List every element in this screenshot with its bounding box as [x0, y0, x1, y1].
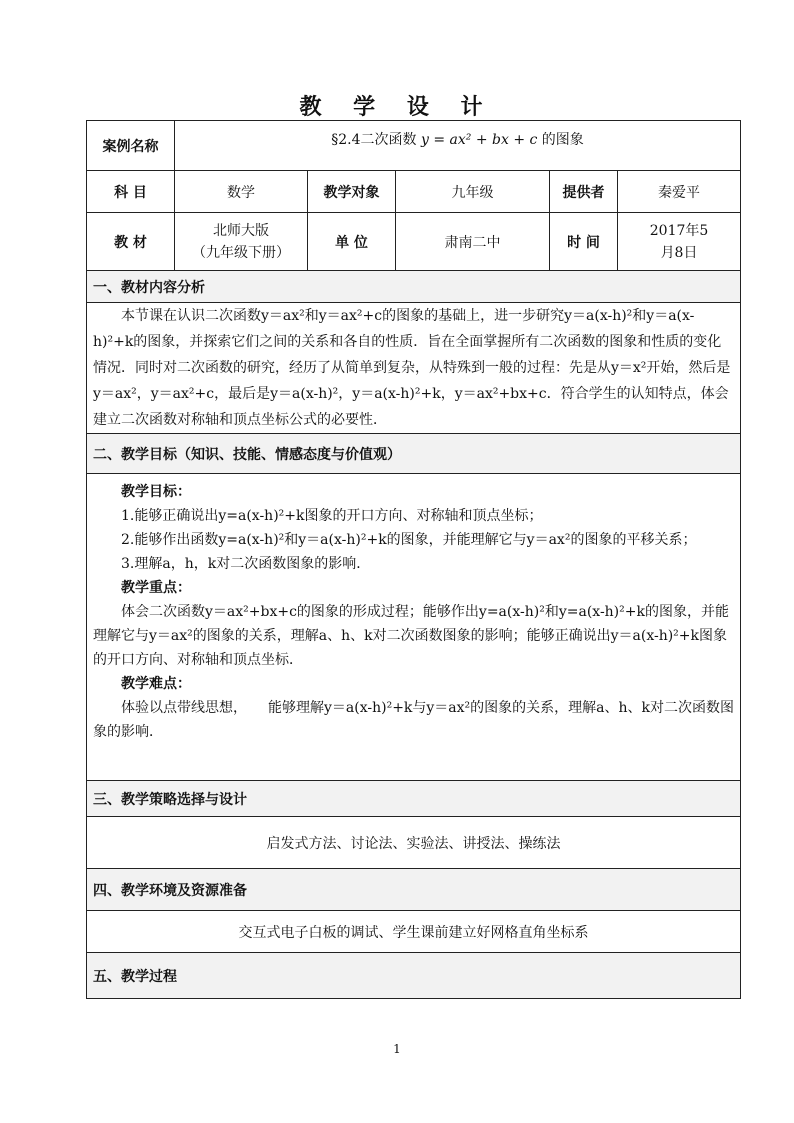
time-value-line1: 2017年5	[649, 222, 709, 239]
textbook-value	[175, 213, 308, 271]
section2-body	[87, 474, 741, 781]
difficulties-heading: 教学难点：	[121, 676, 191, 692]
section4-text: 交互式电子白板的调试、学生课前建立好网格直角坐标系	[87, 911, 741, 953]
key-points-text: 体会二次函数y＝ax²+bx+c的图象的形成过程；能够作出y=a(x-h)²和y=a(x-h)²+k的图象，并能理解它与y＝ax²的图象的关系，理解a、h、k对二次函数图象的影响；能够正确说出y＝a(x-h)²+k图象的开口方向、对称轴和顶点坐标．	[93, 604, 729, 668]
case-name-row	[87, 121, 741, 171]
section4-body-row	[87, 911, 741, 953]
audience-label: 教学对象	[308, 171, 396, 213]
unit-value: 肃南二中	[396, 213, 550, 271]
case-name-suffix: 的图象	[541, 132, 584, 148]
goal-3: 3.理解a，h，k对二次函数图象的影响．	[121, 556, 371, 572]
section1-heading-row	[87, 271, 741, 303]
time-value-line2: 月8日	[660, 244, 698, 261]
textbook-value-line2: （九年级下册）	[192, 244, 290, 261]
key-points-heading: 教学重点：	[121, 580, 191, 596]
section1-body-row	[87, 303, 741, 434]
section2-heading-row	[87, 434, 741, 474]
lesson-plan-table	[86, 120, 741, 999]
section5-heading-row	[87, 953, 741, 999]
section1-heading: 一、教材内容分析	[87, 271, 741, 303]
textbook-label: 教 材	[87, 213, 175, 271]
section3-heading: 三、教学策略选择与设计	[87, 781, 741, 817]
subject-value: 数学	[175, 171, 308, 213]
section3-body-row	[87, 817, 741, 869]
section4-heading-row	[87, 869, 741, 911]
provider-value: 秦爱平	[618, 171, 741, 213]
section1-text: 本节课在认识二次函数y＝ax²和y＝ax²+c的图象的基础上，进一步研究y＝a(x-h)²和y＝a(x-h)²+k的图象，并探索它们之间的关系和各自的性质．旨在全面掌握所有二次函数的图象和性质的变化情况．同时对二次函数的研究，经历了从简单到复杂，从特殊到一般的过程：先是从y＝x²开始，然后是y＝ax²，y＝ax²+c，最后是y＝a(x-h)²，y＝a(x-h)²+k，y＝ax²+bx+c．符合学生的认知特点，体会建立二次函数对称轴和顶点坐标公式的必要性．	[93, 308, 731, 428]
page-number: 1	[393, 1042, 401, 1056]
goal-2: 2.能够作出函数y=a(x-h)²和y＝a(x-h)²+k的图象，并能理解它与y＝ax²的图象的平移关系；	[121, 532, 697, 548]
case-name-value	[175, 121, 741, 171]
section2-heading: 二、教学目标（知识、技能、情感态度与价值观）	[87, 434, 741, 474]
case-name-prefix: §2.4二次函数	[331, 132, 417, 148]
section3-heading-row	[87, 781, 741, 817]
section3-text: 启发式方法、讨论法、实验法、讲授法、操练法	[87, 817, 741, 869]
info-row-1	[87, 171, 741, 213]
case-name-label: 案例名称	[87, 121, 175, 171]
time-label: 时 间	[550, 213, 618, 271]
textbook-value-line1: 北师大版	[213, 222, 269, 239]
section4-heading: 四、教学环境及资源准备	[87, 869, 741, 911]
goal-1: 1.能够正确说出y=a(x-h)²+k图象的开口方向、对称轴和顶点坐标；	[121, 508, 543, 524]
case-name-formula: y = ax² + bx + c	[420, 132, 538, 148]
section1-body	[87, 303, 741, 434]
time-value	[618, 213, 741, 271]
section2-body-row	[87, 474, 741, 781]
difficulties-text: 体验以点带线思想， 能够理解y＝a(x-h)²+k与y＝ax²的图象的关系，理解a、h、k对二次函数图象的影响．	[93, 700, 735, 740]
provider-label: 提供者	[550, 171, 618, 213]
info-row-2	[87, 213, 741, 271]
audience-value: 九年级	[396, 171, 550, 213]
document-title: 教 学 设 计	[299, 94, 495, 120]
unit-label: 单 位	[308, 213, 396, 271]
section5-heading: 五、教学过程	[87, 953, 741, 999]
subject-label: 科 目	[87, 171, 175, 213]
goals-heading: 教学目标：	[121, 484, 191, 500]
